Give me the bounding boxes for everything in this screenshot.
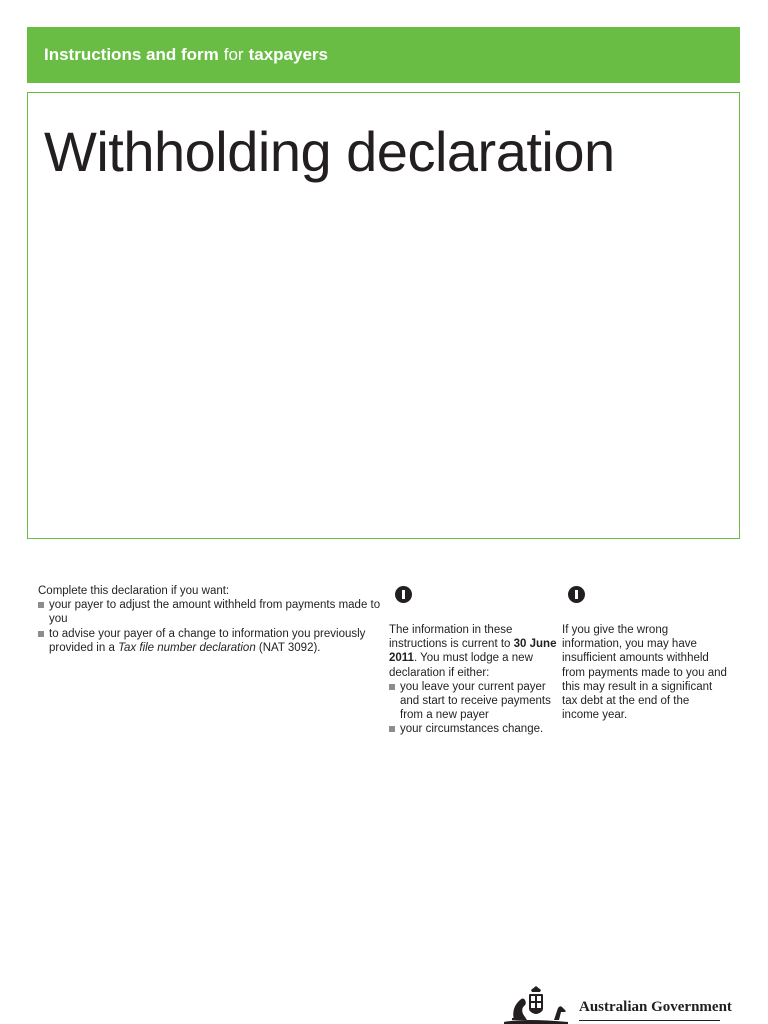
title-panel xyxy=(27,92,740,539)
list-item: you leave your current payer and start to receive payments from a new payer xyxy=(389,680,559,723)
banner-title: Instructions and form xyxy=(44,45,219,64)
banner-audience: taxpayers xyxy=(248,45,328,64)
currency-date: 30 June 2011 xyxy=(389,638,557,665)
intro-list xyxy=(38,598,383,655)
currency-notice xyxy=(389,584,559,737)
logo-text: Australian Government xyxy=(579,999,732,1015)
banner-connector: for xyxy=(223,45,244,64)
currency-notice-list xyxy=(389,680,559,737)
info-icon xyxy=(395,586,412,603)
logo-underline xyxy=(579,1020,720,1021)
list-item: to advise your payer of a change to information you previously provided in a Tax file number declaration (NAT 3092). xyxy=(38,627,383,655)
intro-section xyxy=(38,584,383,655)
warning-notice-text: If you give the wrong information, you may have insufficient amounts withheld from payments made to you and this may result in a significant tax debt at the end of the income year. xyxy=(562,624,727,722)
tfn-declaration-link: Tax file number declaration xyxy=(118,641,256,654)
page-title: Withholding declaration xyxy=(44,120,615,183)
coat-of-arms-icon xyxy=(498,984,574,1024)
government-logo xyxy=(498,984,732,1024)
header-banner xyxy=(27,27,740,83)
intro-lead: Complete this declaration if you want: xyxy=(38,585,230,597)
currency-notice-text: The information in these instructions is current to 30 June 2011. You must lodge a new declaration if either: xyxy=(389,624,557,679)
warning-notice xyxy=(562,584,727,722)
list-item: your circumstances change. xyxy=(389,722,559,736)
info-icon xyxy=(568,586,585,603)
list-item: your payer to adjust the amount withheld from payments made to you xyxy=(38,598,383,626)
